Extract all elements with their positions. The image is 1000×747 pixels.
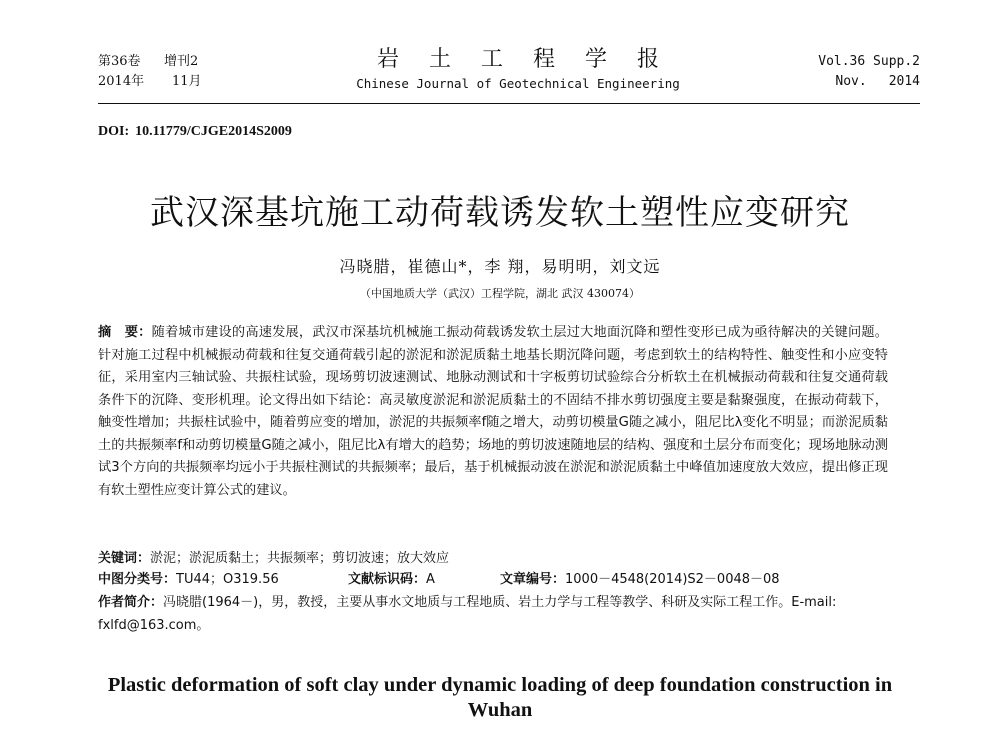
clc-label: 中图分类号： [98,572,177,587]
doc-code-value: A [426,572,435,587]
keywords-label: 关键词： [98,551,151,566]
month-en: Nov. [835,74,867,89]
author-bio [98,592,888,637]
abstract-text: 随着城市建设的高速发展，武汉市深基坑机械施工振动荷载诱发软土层过大地面沉降和塑性变形已成为亟待解决的关键问题。针对施工过程中机械振动荷载和往复交通荷载引起的淤泥和淤泥质黏土地基长期沉降问题，考虑到软土的结构特性、触变性和小应变特征，采用室内三轴试验、共振柱试验，现场剪切波速测试、地脉动测试和十字板剪切试验综合分析软土在机械振动荷载和往复交通荷载条件下的沉降、变形机理。论文得出如下结论：高灵敏度淤泥和淤泥质黏土的不固结不排水剪切强度主要是黏聚强度，在振动荷载下，触变性增加；共振柱试验中，随着剪应变的增加，淤泥的共振频率f随之增大，动剪切模量G随之减小，阻尼比λ变化不明显；而淤泥质黏土的共振频率f和动剪切模量G随之减小，阻尼比λ有增大的趋势；场地的剪切波速随地层的结构、强度和土层分布而变化；现场地脉动测试3个方向的共振频率均远小于共振柱测试的共振频率；最后，基于机械振动波在淤泥和淤泥质黏土中峰值加速度放大效应，提出修正现有软土塑性应变计算公式的建议。 [98,325,888,498]
classification-line [98,570,888,590]
supplement-cn: 增刊2 [164,54,199,69]
author-list: 冯晓腊，崔德山*，李 翔，易明明，刘文远 [339,257,661,276]
doi-label: DOI: [98,124,130,139]
bio-text: 冯晓腊(1964－)，男，教授，主要从事水文地质与工程地质、岩土力学与工程等教学、科研及实际工程工作。E-mail: fxlfd@163.com。 [98,595,837,633]
volume-cn: 第36卷 [98,54,141,69]
journal-name-en: Chinese Journal of Geotechnical Engineering [356,76,680,91]
issue-info-cn [98,52,202,92]
journal-name-cn: 岩土工程学报 [376,47,689,72]
affiliation: （中国地质大学（武汉）工程学院，湖北 武汉 430074） [360,287,640,300]
header-divider [98,103,920,104]
doi-line [98,124,292,140]
keywords-text: 淤泥；淤泥质黏土；共振频率；剪切波速；放大效应 [150,551,450,566]
journal-header [98,44,920,104]
issue-info-en [818,52,920,92]
month-cn: 11月 [172,74,202,89]
abstract-label: 摘 要： [98,325,152,340]
year-cn: 2014年 [98,74,145,89]
journal-title [338,44,698,92]
volume-en: Vol.36 Supp.2 [818,54,920,69]
doi-value[interactable]: 10.11779/CJGE2014S2009 [135,124,292,139]
article-number-label: 文章编号： [500,572,566,587]
year-en: 2014 [888,74,920,89]
paper-title-en: Plastic deformation of soft clay under dynamic loading of deep foundation construction in Wuhan [107,674,893,721]
article-number-value: 1000－4548(2014)S2－0048－08 [565,572,780,587]
abstract [98,322,888,502]
clc-value: TU44；O319.56 [176,572,279,587]
keywords [98,549,888,569]
bio-label: 作者简介： [98,595,164,610]
doc-code-label: 文献标识码： [348,572,427,587]
paper-title-cn: 武汉深基坑施工动荷载诱发软土塑性应变研究 [150,193,850,233]
